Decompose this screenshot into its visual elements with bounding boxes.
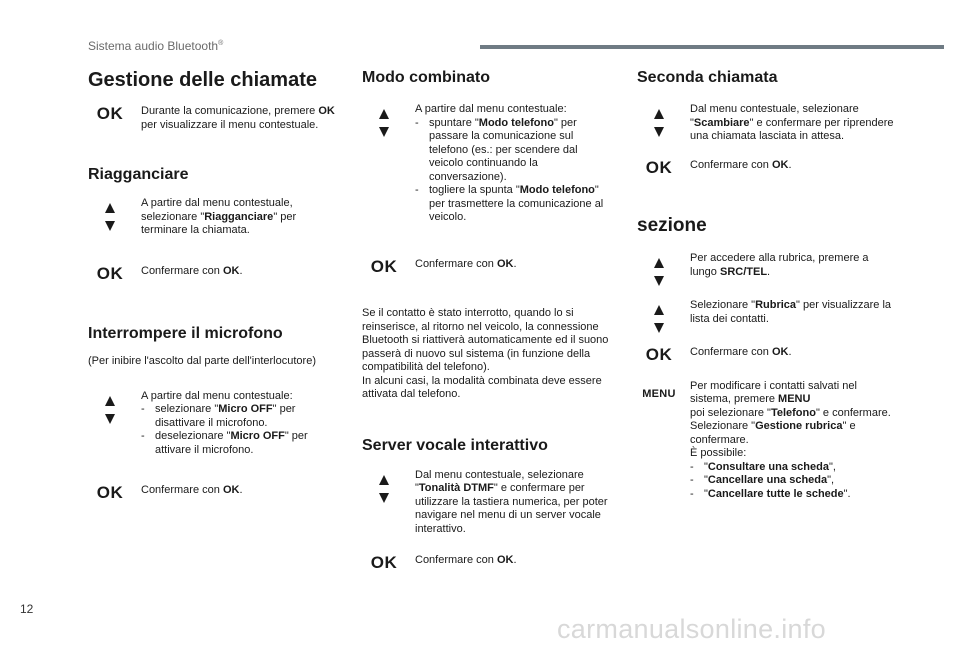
step-combinato-confirm: OK Confermare con OK. bbox=[362, 258, 612, 272]
section-title-seconda: Seconda chiamata bbox=[637, 69, 778, 86]
menu-button-icon: MENU bbox=[642, 387, 676, 400]
section-title-server: Server vocale interattivo bbox=[362, 436, 548, 454]
ok-button-icon: OK bbox=[96, 263, 124, 283]
header-title: Sistema audio Bluetooth® bbox=[88, 39, 224, 53]
step-sezione-modify: MENU Per modificare i contatti salvati nel sistema, premere MENU poi selezionare "Telefono" e confermare. Selezionare "Gestione rubrica" e confermare. È possibile: - "Consultare una scheda", - "Cancellare una scheda", - "Cancellare tutte le schede". bbox=[637, 380, 897, 502]
column-1 bbox=[88, 62, 338, 502]
step-server-confirm: OK Confermare con OK. bbox=[362, 554, 612, 568]
watermark: carmanualsonline.info bbox=[557, 614, 826, 644]
step-sezione-confirm: OK Confermare con OK. bbox=[637, 346, 897, 360]
step-seconda-confirm: OK Confermare con OK. bbox=[637, 159, 897, 173]
step-seconda-select: Dal menu contestuale, selezionare "Scambiare" e confermare per riprendere una chiamata lasciata in attesa. bbox=[637, 103, 897, 144]
column-3 bbox=[637, 62, 897, 501]
ok-button-icon: OK bbox=[645, 345, 673, 364]
step-riagganciare-confirm: OK Confermare con OK. bbox=[88, 265, 338, 279]
step-microfono-select: A partire dal menu contestuale: - selezionare "Micro OFF" per disattivare il microfono. - deselezionare "Micro OFF" per attivare il microfono. bbox=[88, 390, 338, 458]
up-down-arrows-icon bbox=[362, 469, 406, 503]
section-title-microfono: Interrompere il microfono bbox=[88, 325, 283, 342]
up-down-arrows-icon bbox=[637, 103, 681, 137]
step-gestione-intro: OK Durante la comunicazione, premere OK per visualizzare il menu contestuale. bbox=[88, 105, 338, 132]
up-down-arrows-icon bbox=[637, 252, 681, 286]
column-2 bbox=[362, 62, 612, 572]
header-rule bbox=[480, 45, 944, 49]
step-combinato-select: A partire dal menu contestuale: - spuntare "Modo telefono" per passare la comunicazione sul telefono (es.: per scendere dal veicolo continuando la conversazione). - togliere la spunta "Modo telefono" per trasmettere la comunicazione al veicolo. bbox=[362, 103, 612, 225]
ok-button-icon: OK bbox=[370, 256, 398, 276]
section-title-combinato: Modo combinato bbox=[362, 69, 490, 86]
ok-button-icon: OK bbox=[96, 104, 124, 123]
up-down-arrows-icon bbox=[88, 390, 132, 424]
step-microfono-confirm: OK Confermare con OK. bbox=[88, 484, 338, 498]
step-sezione-access: Per accedere alla rubrica, premere a lungo SRC/TEL. bbox=[637, 252, 897, 279]
ok-button-icon: OK bbox=[370, 553, 398, 572]
section-title-riagganciare: Riagganciare bbox=[88, 166, 189, 183]
ok-button-icon: OK bbox=[645, 157, 673, 177]
step-sezione-rubrica: Selezionare "Rubrica" per visualizzare la lista dei contatti. bbox=[637, 299, 897, 326]
page-number: 12 bbox=[20, 602, 34, 616]
section-title-sezione: sezione bbox=[637, 215, 707, 236]
microfono-note: (Per inibire l'ascolto dal parte dell'interlocutore) bbox=[88, 355, 316, 367]
section-title-gestione: Gestione delle chiamate bbox=[88, 69, 317, 91]
combinato-paragraph-1: Se il contatto è stato interrotto, quando lo si reinserisce, al ritorno nel veicolo, la connessione Bluetooth si riattiverà automaticamente ed il suono passerà di nuovo sul sistema (in funzione della compatibilità del telefono). bbox=[362, 307, 609, 373]
combinato-paragraph-2: In alcuni casi, la modalità combinata deve essere attivata dal telefono. bbox=[362, 374, 602, 400]
step-server-select: Dal menu contestuale, selezionare "Tonalità DTMF" e confermare per utilizzare la tastiera numerica, per poter navigare nel menu di un server vocale interattivo. bbox=[362, 469, 612, 537]
ok-button-icon: OK bbox=[96, 483, 124, 502]
up-down-arrows-icon bbox=[637, 299, 681, 333]
step-riagganciare-select: A partire dal menu contestuale, selezionare "Riagganciare" per terminare la chiamata. bbox=[88, 197, 338, 238]
up-down-arrows-icon bbox=[362, 103, 406, 137]
up-down-arrows-icon bbox=[88, 197, 132, 231]
